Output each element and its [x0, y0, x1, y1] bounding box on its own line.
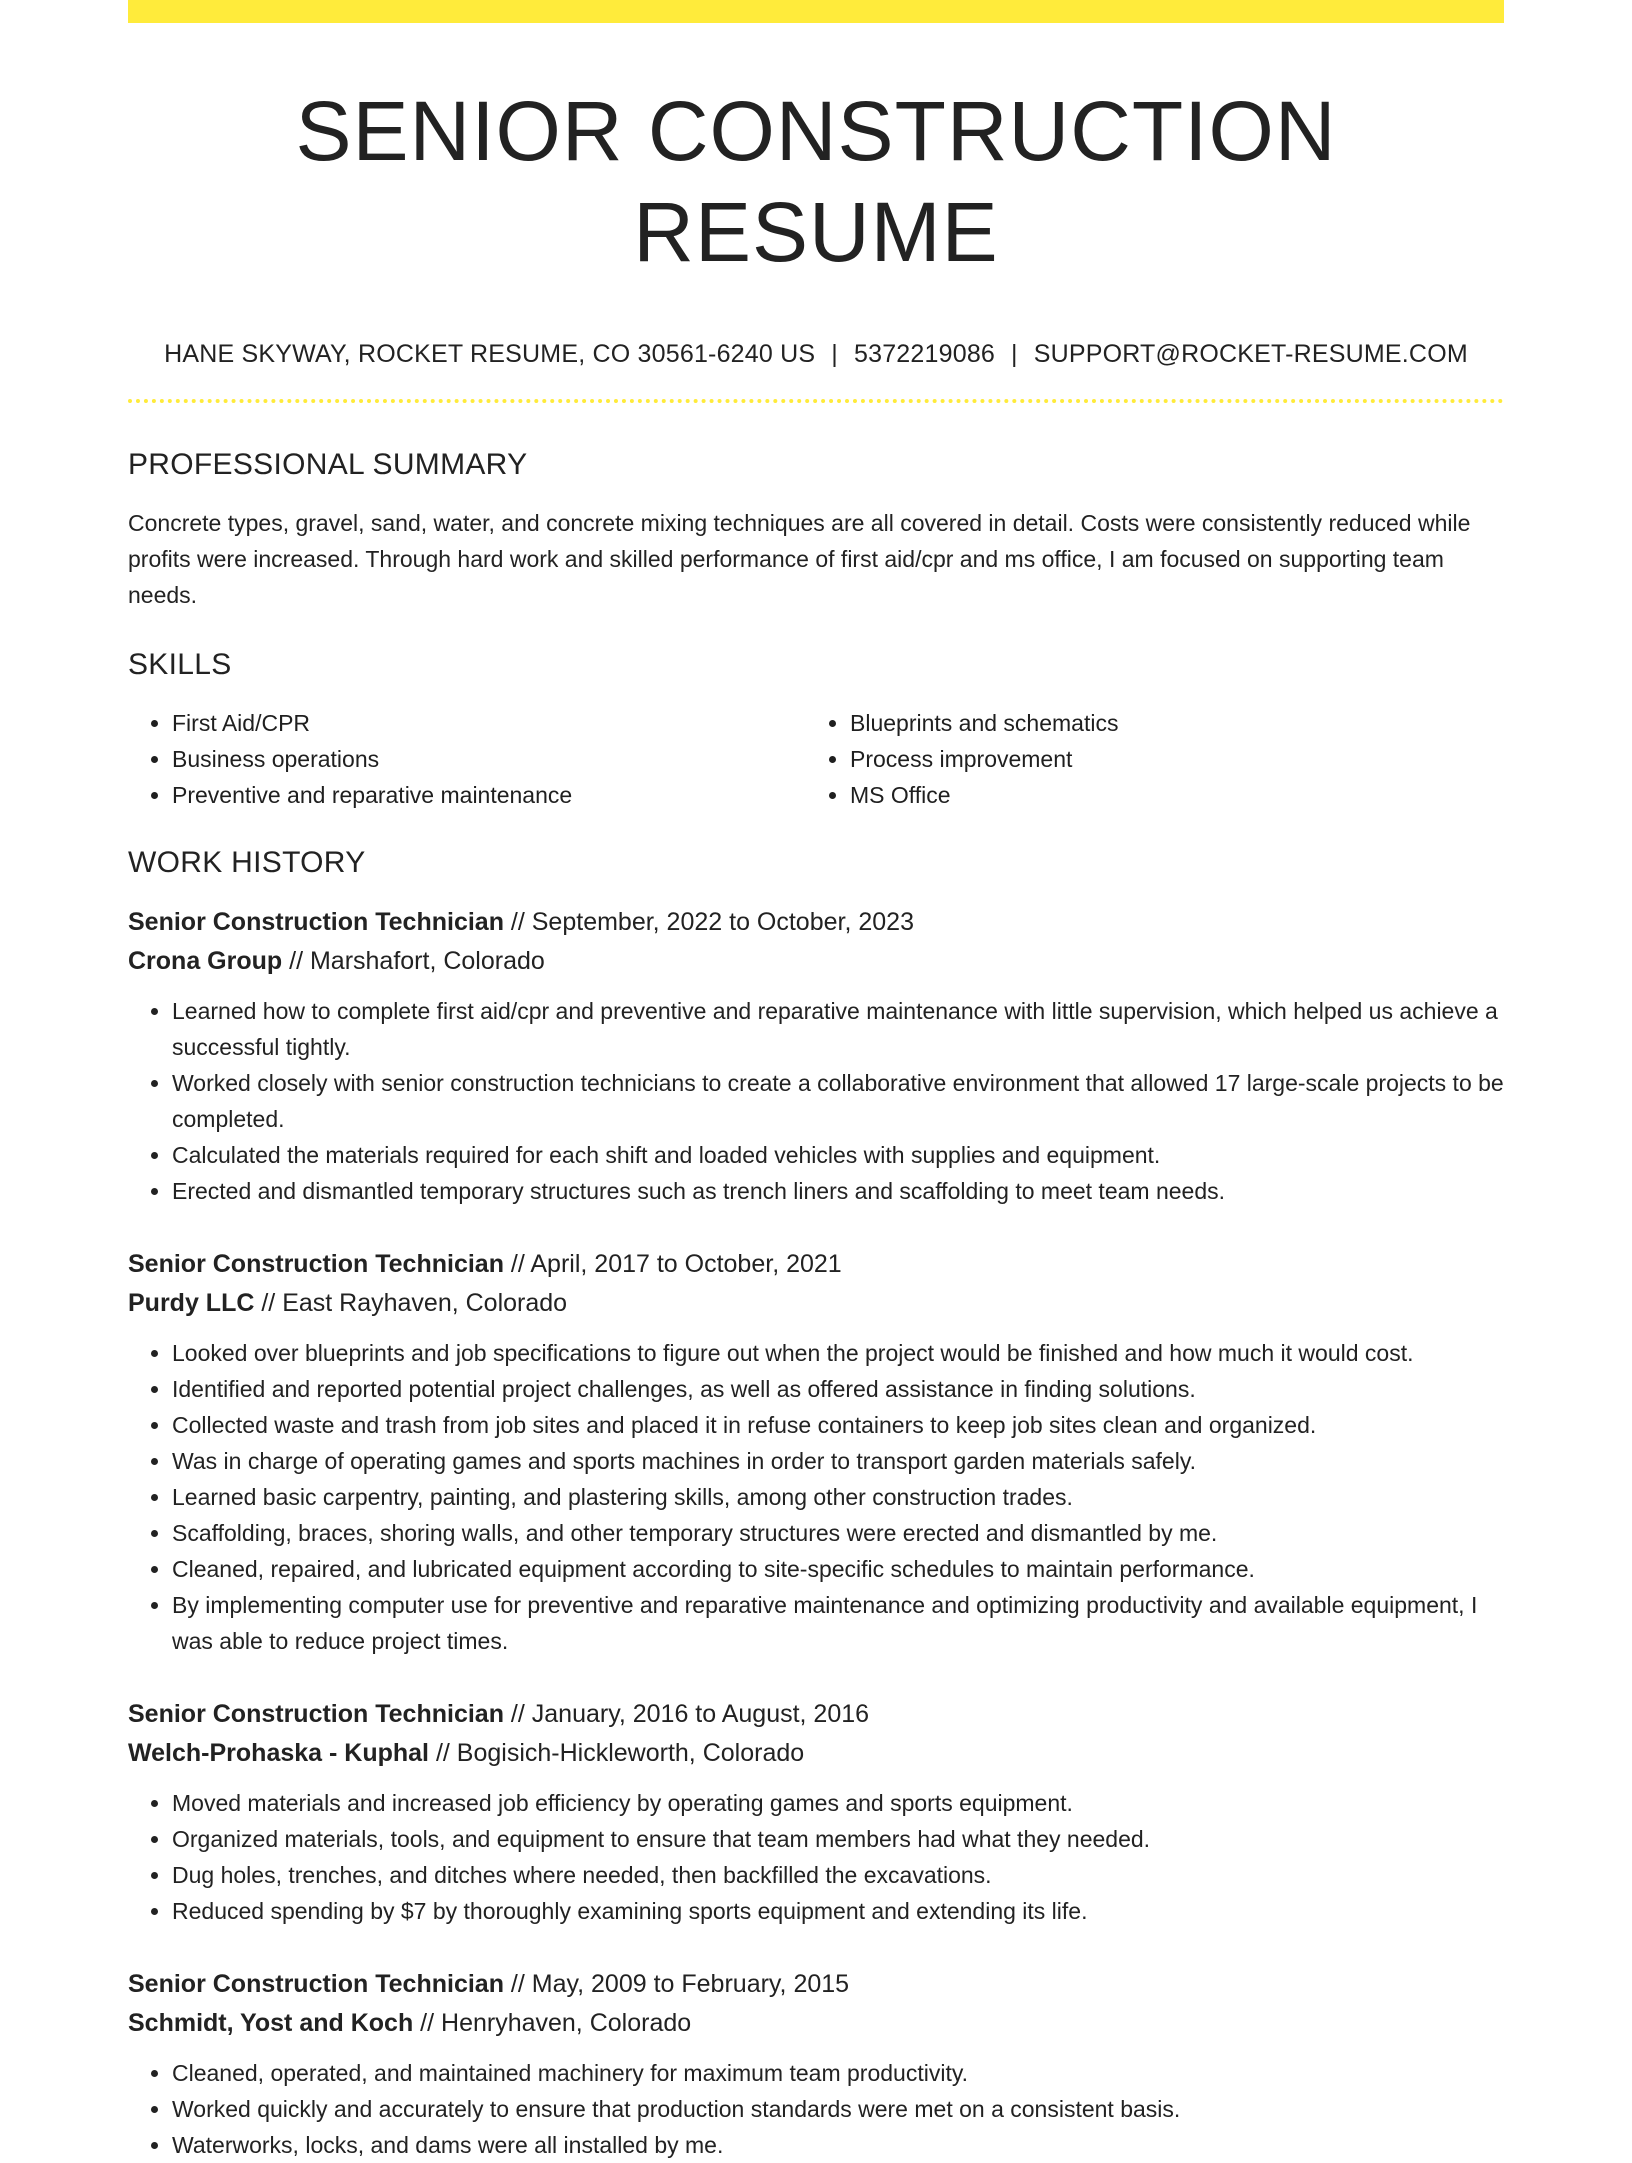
resume-page	[128, 0, 1504, 2163]
skill-item: • Blueprints and schematics	[850, 705, 1484, 741]
job-bullet: • Scaffolding, braces, shoring walls, and other temporary structures were erected and dismantled by me.	[172, 1515, 1504, 1551]
job-bullets	[128, 2055, 1504, 2163]
contact-email: SUPPORT@ROCKET-RESUME.COM	[1033, 339, 1468, 368]
contact-phone: 5372219086	[853, 339, 996, 368]
job-bullet: • Reduced spending by $7 by thoroughly examining sports equipment and extending its life.	[172, 1893, 1504, 1929]
job-bullet: • Learned how to complete first aid/cpr and preventive and reparative maintenance with little supervision, which helped us achieve a successful tightly.	[172, 993, 1504, 1065]
job-bullet: • Worked quickly and accurately to ensure that production standards were met on a consistent basis.	[172, 2091, 1504, 2127]
work-history-heading: WORK HISTORY	[128, 845, 366, 879]
job-location: // Henryhaven, Colorado	[420, 2008, 692, 2037]
job-bullet: • Looked over blueprints and job specifications to figure out when the project would be finished and how much it would cost.	[172, 1335, 1504, 1371]
skill-item: • First Aid/CPR	[172, 705, 806, 741]
job-bullet: • Cleaned, operated, and maintained machinery for maximum team productivity.	[172, 2055, 1504, 2091]
skills-column-right	[806, 705, 1484, 813]
job-title-line	[128, 903, 1504, 942]
job-location: // East Rayhaven, Colorado	[261, 1288, 568, 1317]
job-role: Senior Construction Technician	[128, 907, 504, 936]
job-company-line	[128, 942, 1504, 981]
job-bullet: • By implementing computer use for preventive and reparative maintenance and optimizing productivity and available equipment, I was able to reduce project times.	[172, 1587, 1504, 1659]
job-role: Senior Construction Technician	[128, 1699, 504, 1728]
job-bullet: • Waterworks, locks, and dams were all installed by me.	[172, 2127, 1504, 2163]
job-company-line	[128, 1734, 1504, 1773]
job-entry	[128, 903, 1504, 1209]
job-title-line	[128, 1695, 1504, 1734]
job-dates: // April, 2017 to October, 2021	[510, 1249, 842, 1278]
job-bullets	[128, 993, 1504, 1209]
job-bullet: • Calculated the materials required for each shift and loaded vehicles with supplies and equipment.	[172, 1137, 1504, 1173]
job-entry	[128, 1695, 1504, 1929]
summary-heading: PROFESSIONAL SUMMARY	[128, 447, 528, 481]
job-company-line	[128, 1284, 1504, 1323]
job-entry	[128, 1965, 1504, 2163]
job-title-line	[128, 1965, 1504, 2004]
top-accent-bar	[128, 0, 1504, 23]
skill-item: • Business operations	[172, 741, 806, 777]
job-dates: // May, 2009 to February, 2015	[510, 1969, 850, 1998]
job-company: Welch-Prohaska - Kuphal	[128, 1738, 429, 1767]
job-company: Purdy LLC	[128, 1288, 255, 1317]
contact-separator: |	[1011, 339, 1018, 368]
job-bullet: • Organized materials, tools, and equipment to ensure that team members had what they needed.	[172, 1821, 1504, 1857]
job-location: // Bogisich-Hickleworth, Colorado	[435, 1738, 805, 1767]
job-bullet: • Worked closely with senior construction technicians to create a collaborative environment that allowed 17 large-scale projects to be completed.	[172, 1065, 1504, 1137]
job-role: Senior Construction Technician	[128, 1249, 504, 1278]
skill-item: • MS Office	[850, 777, 1484, 813]
job-title-line	[128, 1245, 1504, 1284]
job-bullet: • Identified and reported potential project challenges, as well as offered assistance in finding solutions.	[172, 1371, 1504, 1407]
job-entry	[128, 1245, 1504, 1659]
job-role: Senior Construction Technician	[128, 1969, 504, 1998]
contact-separator: |	[831, 339, 838, 368]
contact-line	[128, 339, 1504, 369]
job-bullets	[128, 1785, 1504, 1929]
job-dates: // January, 2016 to August, 2016	[510, 1699, 870, 1728]
dotted-divider	[128, 399, 1504, 403]
job-bullet: • Cleaned, repaired, and lubricated equipment according to site-specific schedules to maintain performance.	[172, 1551, 1504, 1587]
job-location: // Marshafort, Colorado	[289, 946, 545, 975]
skill-item: • Process improvement	[850, 741, 1484, 777]
job-bullets	[128, 1335, 1504, 1659]
skills-grid	[128, 705, 1504, 813]
skills-heading: SKILLS	[128, 647, 232, 681]
resume-title: SENIOR CONSTRUCTION RESUME	[295, 84, 1337, 279]
job-bullet: • Was in charge of operating games and sports machines in order to transport garden materials safely.	[172, 1443, 1504, 1479]
job-company: Crona Group	[128, 946, 283, 975]
skill-item: • Preventive and reparative maintenance	[172, 777, 806, 813]
job-dates: // September, 2022 to October, 2023	[510, 907, 914, 936]
job-bullet: • Moved materials and increased job efficiency by operating games and sports equipment.	[172, 1785, 1504, 1821]
contact-address: HANE SKYWAY, ROCKET RESUME, CO 30561-6240 US	[164, 339, 816, 368]
job-company: Schmidt, Yost and Koch	[128, 2008, 414, 2037]
job-bullet: • Dug holes, trenches, and ditches where needed, then backfilled the excavations.	[172, 1857, 1504, 1893]
skills-column-left	[128, 705, 806, 813]
summary-text: Concrete types, gravel, sand, water, and concrete mixing techniques are all covered in detail. Costs were consistently reduced while profits were increased. Through hard work and skilled performance of first aid/cpr and ms office, I am focused on supporting team needs.	[128, 509, 1471, 608]
job-bullet: • Collected waste and trash from job sites and placed it in refuse containers to keep job sites clean and organized.	[172, 1407, 1504, 1443]
job-company-line	[128, 2004, 1504, 2043]
job-bullet: • Erected and dismantled temporary structures such as trench liners and scaffolding to meet team needs.	[172, 1173, 1504, 1209]
job-bullet: • Learned basic carpentry, painting, and plastering skills, among other construction trades.	[172, 1479, 1504, 1515]
